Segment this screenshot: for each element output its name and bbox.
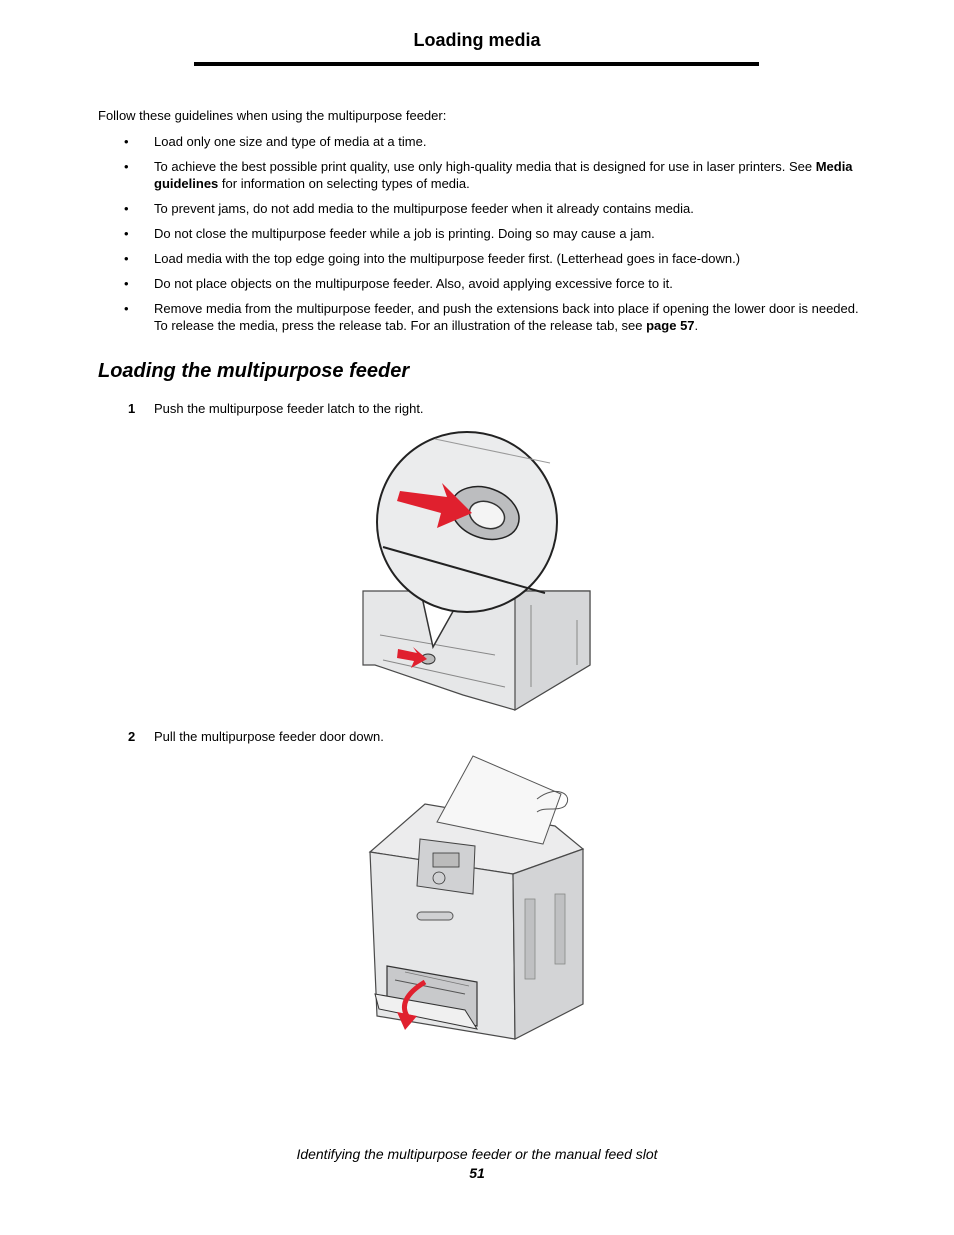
bullet-glyph: • (124, 201, 129, 216)
step-text: Pull the multipurpose feeder door down. (154, 729, 384, 744)
feeder-latch-illustration (355, 425, 600, 717)
page-header-title: Loading media (413, 30, 541, 50)
bullet-glyph: • (124, 276, 129, 291)
section-title: Loading the multipurpose feeder (98, 360, 410, 382)
header-rule (194, 62, 759, 66)
printer-door-open-illustration (365, 754, 587, 1044)
page-57-link[interactable]: page 57 (646, 318, 695, 333)
bullet-glyph: • (124, 134, 129, 149)
list-item: • To prevent jams, do not add media to the multipurpose feeder when it already contains media. (124, 201, 694, 216)
list-item: • Load media with the top edge going into the multipurpose feeder first. (Letterhead goes in face-down.) (124, 251, 741, 266)
list-item: • Do not place objects on the multipurpose feeder. Also, avoid applying excessive force to it. (124, 276, 673, 291)
bullet-glyph: • (124, 226, 129, 241)
footer-title: Identifying the multipurpose feeder or the manual feed slot (296, 1146, 658, 1162)
guidelines-list (124, 133, 859, 342)
step-number: 2 (128, 729, 136, 744)
media-guidelines-link[interactable]: Media guidelines (154, 159, 853, 191)
list-item: • Do not close the multipurpose feeder while a job is printing. Doing so may cause a jam. (124, 226, 655, 241)
bullet-glyph: • (124, 251, 129, 266)
step-number: 1 (128, 401, 136, 416)
bullet-glyph: • (124, 301, 129, 316)
list-item: • Load only one size and type of media at a time. (124, 134, 427, 149)
page-number: 51 (469, 1165, 485, 1181)
bullet-glyph: • (124, 159, 129, 174)
list-item: • Remove media from the multipurpose feeder, and push the extensions back into place if opening the lower door is needed. To release the media, press the release tab. For an illustration of the release tab, see page 57. (124, 301, 859, 333)
list-item: • To achieve the best possible print quality, use only high-quality media that is designed for use in laser printers. See Media guidelines for information on selecting types of media. (124, 159, 853, 191)
step-text: Push the multipurpose feeder latch to the right. (154, 401, 424, 416)
intro-text: Follow these guidelines when using the multipurpose feeder: (98, 108, 447, 123)
